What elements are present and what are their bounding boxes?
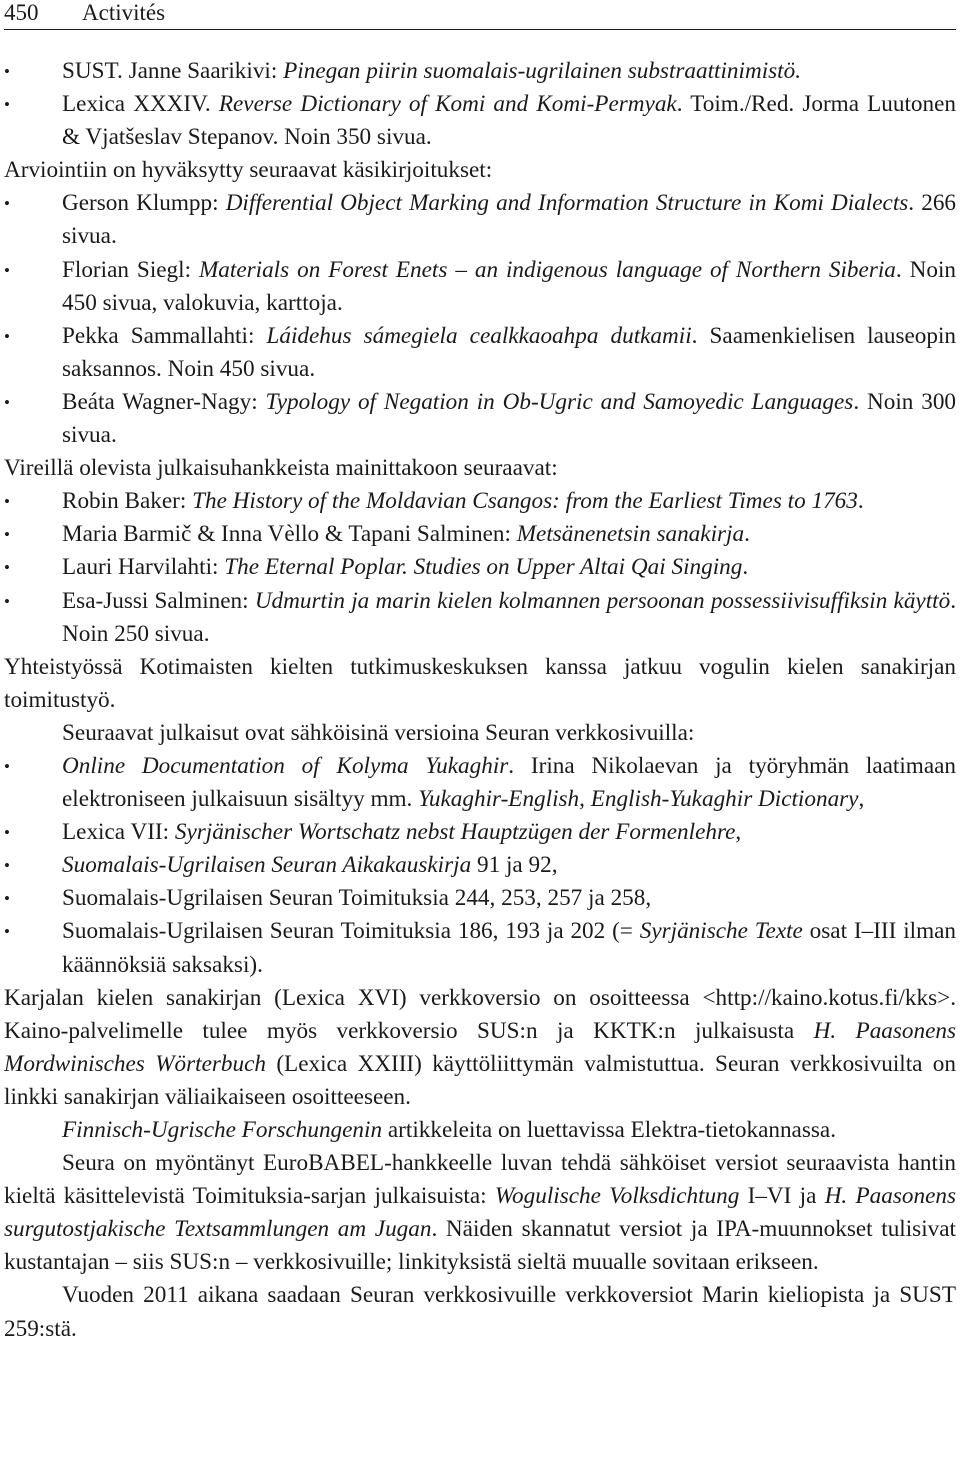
text-run: . Toim./Red. Jorma Luutonen & Vjatšeslav Stepanov. Noin 350 sivua. bbox=[62, 91, 956, 151]
italic-title: Suomalais-Ugrilaisen Seuran Aikakauskirja bbox=[62, 852, 472, 879]
text-run: . Irina Nikolaevan ja työryhmän laatimaan elektroniseen julkaisuun sisältyy mm. bbox=[62, 752, 957, 813]
list-item bbox=[4, 88, 956, 154]
italic-title: Udmurtin ja marin kielen kolmannen persoonan possessiivisuffiksin käyttö bbox=[254, 587, 951, 614]
text-run: . 266 sivua. bbox=[62, 190, 957, 250]
italic-title: The Eternal Poplar. Studies on Upper Altai Qai Singing bbox=[224, 554, 743, 581]
text-run: . Näiden skannatut versiot ja IPA-muunnokset tulisivat kustantajan – siis SUS:n – verkkosivuille; linkityksistä sieltä muualle sovitaan erikseen. bbox=[4, 1216, 956, 1276]
text-run: . Noin 300 sivua. bbox=[62, 388, 957, 449]
italic-title: Metsänenetsin sanakirja bbox=[516, 521, 745, 548]
paragraph bbox=[4, 452, 956, 485]
list-item bbox=[4, 187, 956, 253]
list-item bbox=[4, 254, 956, 320]
text-run: osat I–III ilman käännöksiä saksaksi). bbox=[62, 918, 957, 978]
list-item bbox=[4, 882, 956, 915]
italic-title: Differential Object Marking and Information Structure in Komi Dialects bbox=[225, 190, 909, 217]
text-run: Lauri Harvilahti: bbox=[62, 554, 225, 581]
italic-title: Online Documentation of Kolyma Yukaghir bbox=[62, 752, 509, 779]
italic-title: Finnisch-Ugrische Forschungenin bbox=[62, 1117, 383, 1143]
italic-title: H. Paasonens surgutostjakische Textsammlungen am Jugan bbox=[4, 1183, 956, 1243]
text-run: Lexica VII: bbox=[62, 819, 175, 846]
list-item bbox=[4, 585, 956, 651]
text-run: Seuraavat julkaisut ovat sähköisinä versioina Seuran verkkosivuilla: bbox=[62, 719, 695, 746]
list-item bbox=[4, 915, 956, 981]
text-run: , bbox=[858, 786, 865, 813]
italic-title: Yukaghir-English, English-Yukaghir Dictionary bbox=[418, 786, 859, 813]
page-body bbox=[4, 55, 956, 1346]
italic-title: Wogulische Volksdichtung bbox=[494, 1183, 740, 1210]
text-run: Suomalais-Ugrilaisen Seuran Toimituksia 186, 193 ja 202 (= bbox=[62, 918, 640, 945]
text-run: , bbox=[735, 819, 742, 846]
text-run: Beáta Wagner-Nagy: bbox=[62, 388, 266, 415]
paragraph bbox=[4, 154, 956, 187]
text-run: . bbox=[742, 554, 749, 581]
text-run: Esa-Jussi Salminen: bbox=[62, 587, 255, 614]
paragraph bbox=[4, 1279, 956, 1345]
italic-title: Syrjänische Texte bbox=[639, 918, 803, 945]
list-item bbox=[4, 849, 956, 882]
text-run: Florian Siegl: bbox=[62, 256, 199, 283]
text-run: Pekka Sammallahti: bbox=[62, 322, 267, 349]
text-run: Robin Baker: bbox=[62, 488, 193, 515]
list-item bbox=[4, 320, 956, 386]
list-item bbox=[4, 386, 956, 452]
paragraph bbox=[4, 1147, 956, 1279]
text-run: Yhteistyössä Kotimaisten kielten tutkimuskeskuksen kanssa jatkuu vogulin kielen sanakirjan toimitustyö. bbox=[4, 653, 956, 713]
running-title: Activités bbox=[82, 0, 166, 25]
list-item bbox=[4, 55, 956, 88]
text-run: artikkeleita on luettavissa Elektra-tietokannassa. bbox=[382, 1117, 836, 1143]
text-run: Gerson Klumpp: bbox=[62, 190, 226, 217]
paragraph bbox=[4, 982, 956, 1114]
text-run: I–VI ja bbox=[739, 1183, 825, 1210]
page-number: 450 bbox=[4, 0, 39, 25]
text-run: Vuoden 2011 aikana saadaan Seuran verkkosivuille verkkoversiot Marin kieliopista ja SUST 259:stä. bbox=[4, 1282, 956, 1342]
italic-title: Pinegan piirin suomalais-ugrilainen substraattinimistö. bbox=[283, 58, 802, 84]
italic-title: The History of the Moldavian Csangos: from the Earliest Times to 1763 bbox=[192, 488, 858, 515]
text-run: Vireillä olevista julkaisuhankkeista mainittakoon seuraavat: bbox=[4, 455, 558, 482]
italic-title: H. Paasonens Mordwinisches Wörterbuch bbox=[4, 1017, 957, 1077]
text-run: . Saamenkielisen lauseopin saksannos. Noin 450 sivua. bbox=[62, 322, 956, 382]
paragraph bbox=[4, 717, 956, 750]
text-run: Seura on myöntänyt EuroBABEL-hankkeelle luvan tehdä sähköiset versiot seuraavista hantin kieltä käsittelevistä Toimituksia-sarjan julkaisuista: bbox=[4, 1150, 956, 1210]
italic-title: Typology of Negation in Ob-Ugric and Samoyedic Languages bbox=[265, 388, 854, 415]
text-run: . Noin 450 sivua, valokuvia, karttoja. bbox=[62, 256, 957, 316]
paragraph bbox=[4, 651, 956, 717]
italic-title: Syrjänischer Wortschatz nebst Hauptzügen der Formenlehre bbox=[174, 819, 736, 846]
text-run: . bbox=[857, 488, 864, 515]
list-item bbox=[4, 551, 956, 584]
text-run: 91 ja 92, bbox=[471, 852, 558, 879]
paragraph bbox=[4, 1114, 956, 1147]
list-item bbox=[4, 485, 956, 518]
list-item bbox=[4, 816, 956, 849]
text-run: SUST. Janne Saarikivi: bbox=[62, 58, 284, 84]
text-run: Karjalan kielen sanakirjan (Lexica XVI) verkkoversio on osoitteessa <http://kaino.kotus.fi/kks>. Kaino-palvelimelle tulee myös verkkoversio SUS:n ja KKTK:n julkaisusta bbox=[4, 984, 956, 1044]
text-run: (Lexica XXIII) käyttöliittymän valmistuttua. Seuran verkkosivuilta on linkki sanakirjan väliaikaiseen osoitteeseen. bbox=[4, 1050, 956, 1110]
text-run: Arviointiin on hyväksytty seuraavat käsikirjoitukset: bbox=[4, 157, 493, 184]
running-header bbox=[4, 0, 956, 30]
list-item bbox=[4, 750, 956, 816]
list-item bbox=[4, 518, 956, 551]
italic-title: Láidehus sámegiela cealkkaoahpa dutkamii bbox=[266, 322, 692, 349]
text-run: . Noin 250 sivua. bbox=[62, 587, 956, 647]
text-run: Lexica XXXIV. bbox=[62, 91, 219, 118]
italic-title: Reverse Dictionary of Komi and Komi-Permyak bbox=[218, 91, 677, 118]
text-run: Maria Barmič & Inna Vèllo & Tapani Salminen: bbox=[62, 521, 517, 548]
text-run: Suomalais-Ugrilaisen Seuran Toimituksia 244, 253, 257 ja 258, bbox=[62, 885, 652, 912]
text-run: . bbox=[744, 521, 750, 548]
italic-title: Materials on Forest Enets – an indigenous language of Northern Siberia bbox=[198, 256, 896, 283]
